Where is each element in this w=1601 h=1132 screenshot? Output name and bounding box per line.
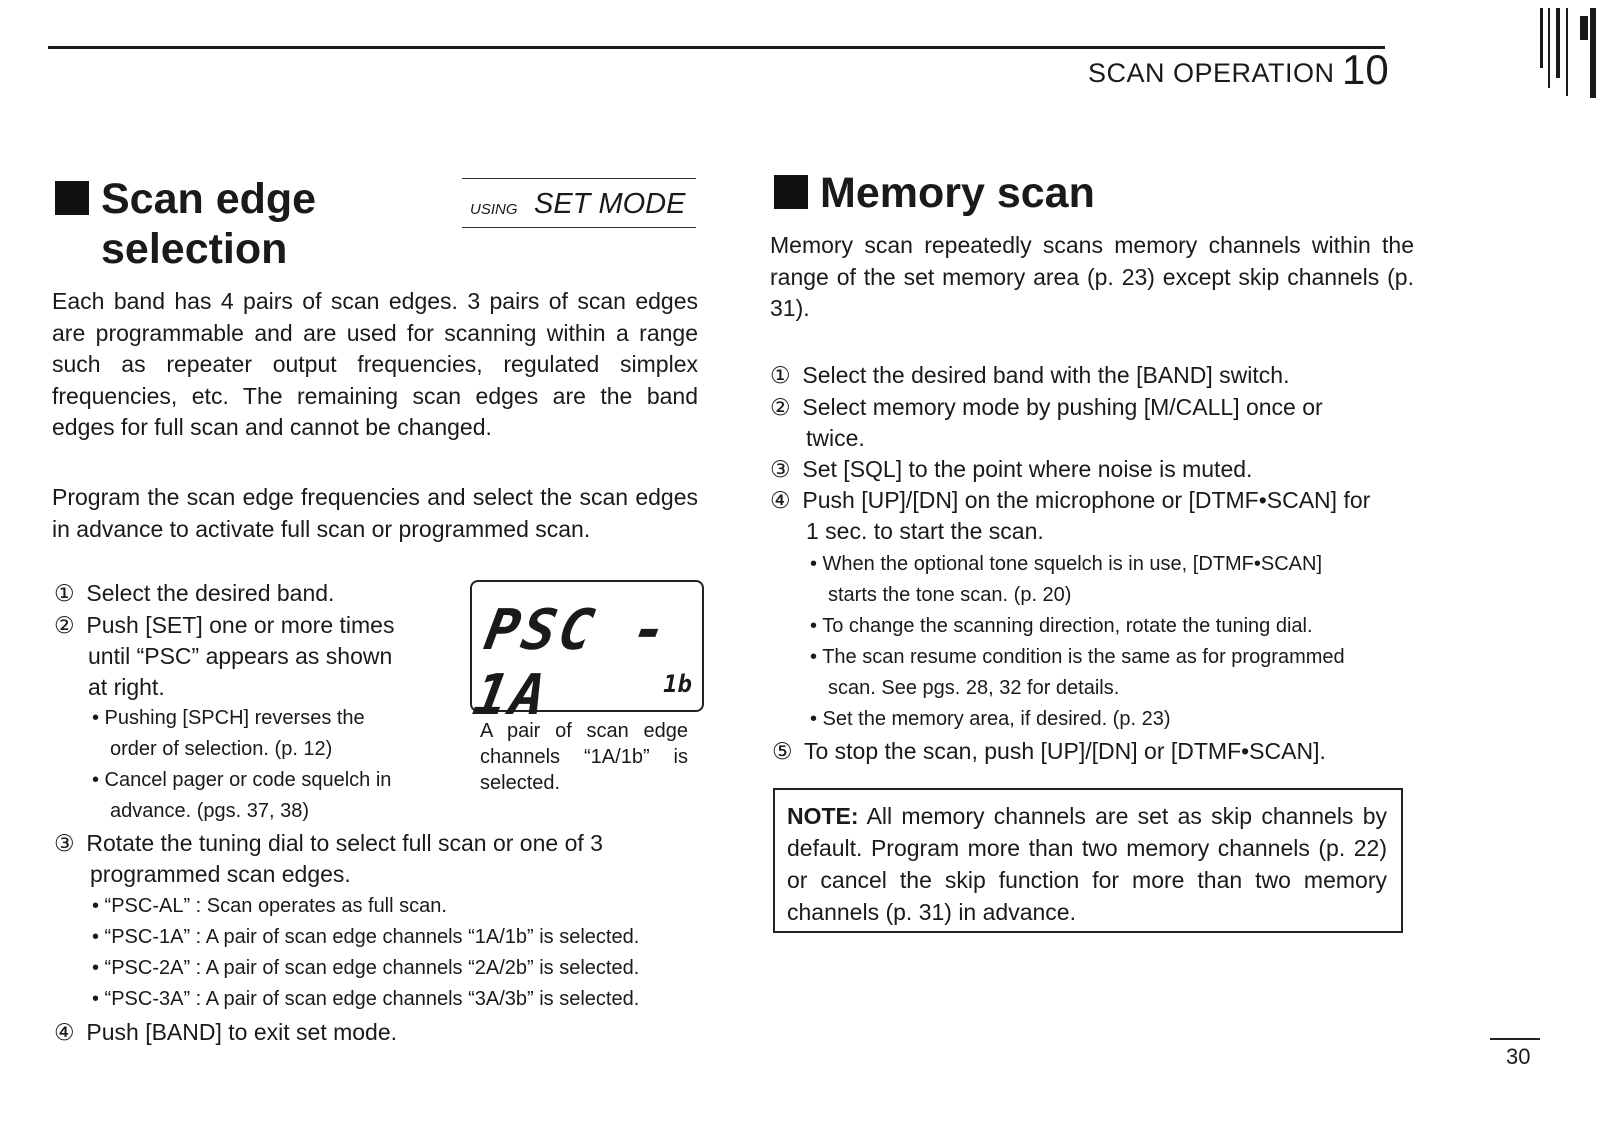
note-box bbox=[773, 788, 1403, 933]
left-bullet-spch-line2: order of selection. (p. 12) bbox=[110, 738, 333, 760]
section-title-line2: selection bbox=[101, 225, 288, 273]
left-step-3-line2: programmed scan edges. bbox=[90, 861, 351, 887]
lcd-display bbox=[468, 580, 704, 728]
right-bullet-tone: • When the optional tone squelch is in use, [DTMF•SCAN] bbox=[810, 553, 1323, 575]
section-title-memory-scan: Memory scan bbox=[774, 168, 1095, 218]
left-step-2: ② Push [SET] one or more times bbox=[54, 612, 395, 638]
left-bullet-pager-line2: advance. (pgs. 37, 38) bbox=[110, 800, 310, 822]
right-step-1: ① Select the desired band with the [BAND] switch. bbox=[770, 362, 1290, 388]
left-step-2-line2: until “PSC” appears as shown bbox=[88, 643, 393, 669]
psc-bullet-3a: • “PSC-3A” : A pair of scan edge channels “3A/3b” is selected. bbox=[92, 988, 640, 1010]
right-bullet-memory-area: • Set the memory area, if desired. (p. 23) bbox=[810, 708, 1171, 730]
left-bullet-pager: • Cancel pager or code squelch in bbox=[92, 769, 392, 791]
using-set-mode-badge: USING SET MODE bbox=[462, 178, 696, 228]
right-step-2: ② Select memory mode by pushing [M/CALL] once or bbox=[770, 394, 1323, 420]
right-step-4-line2: 1 sec. to start the scan. bbox=[806, 518, 1044, 544]
right-step-2-line2: twice. bbox=[806, 425, 865, 451]
right-step-5: ⑤ To stop the scan, push [UP]/[DN] or [DTMF•SCAN]. bbox=[772, 738, 1326, 764]
left-step-1: ① Select the desired band. bbox=[54, 580, 335, 606]
psc-bullet-2a: • “PSC-2A” : A pair of scan edge channels “2A/2b” is selected. bbox=[92, 957, 640, 979]
right-bullet-resume: • The scan resume condition is the same as for programmed bbox=[810, 646, 1345, 668]
memory-scan-intro: Memory scan repeatedly scans memory channels within the range of the set memory area (p. 23) except skip channels (p. 31). bbox=[770, 232, 1414, 321]
scan-edge-paragraph-2: Program the scan edge frequencies and select the scan edges in advance to activate full scan or programmed scan. bbox=[52, 484, 698, 542]
section-square-icon bbox=[774, 175, 808, 209]
right-bullet-tone-line2: starts the tone scan. (p. 20) bbox=[828, 584, 1072, 606]
section-title-scan-edge: Scan edge bbox=[55, 174, 316, 224]
chapter-number: 10 bbox=[1342, 46, 1389, 93]
lcd-caption: A pair of scan edge channels “1A/1b” is selected. bbox=[480, 720, 688, 794]
right-bullet-direction: • To change the scanning direction, rotate the tuning dial. bbox=[810, 615, 1313, 637]
chapter-title: SCAN OPERATION bbox=[1088, 58, 1335, 88]
scan-edge-paragraph-1: Each band has 4 pairs of scan edges. 3 pairs of scan edges are programmable and are used for scanning within a range such as repeater output frequencies, regulated simplex frequencies, etc. The remaining scan edges are the band edges for full scan and cannot be changed. bbox=[52, 288, 698, 440]
note-label: NOTE: bbox=[787, 803, 859, 829]
right-bullet-resume-line2: scan. See pgs. 28, 32 for details. bbox=[828, 677, 1120, 699]
section-square-icon bbox=[55, 181, 89, 215]
left-step-4: ④ Push [BAND] to exit set mode. bbox=[54, 1019, 398, 1045]
lcd-sub-readout: 1b bbox=[663, 670, 692, 698]
note-text: NOTE: All memory channels are set as skip channels by default. Program more than two memory channels (p. 22) or cancel the skip function for more than two memory channels (p. 31) in advance. bbox=[787, 803, 1387, 925]
page-number: 30 bbox=[1506, 1044, 1531, 1069]
psc-bullet-1a: • “PSC-1A” : A pair of scan edge channels “1A/1b” is selected. bbox=[92, 926, 640, 948]
left-step-2-line3: at right. bbox=[88, 674, 165, 700]
left-step-3: ③ Rotate the tuning dial to select full scan or one of 3 bbox=[54, 830, 603, 856]
left-bullet-spch: • Pushing [SPCH] reverses the bbox=[92, 707, 365, 729]
top-rule bbox=[48, 46, 1385, 49]
psc-bullet-al: • “PSC-AL” : Scan operates as full scan. bbox=[92, 895, 447, 917]
edge-tab-marks bbox=[1540, 8, 1598, 98]
right-step-4: ④ Push [UP]/[DN] on the microphone or [DTMF•SCAN] for bbox=[770, 487, 1371, 513]
lcd-main-readout: PSC - 1A bbox=[468, 598, 676, 728]
right-step-3: ③ Set [SQL] to the point where noise is muted. bbox=[770, 456, 1253, 482]
page-number-rule bbox=[1490, 1038, 1540, 1040]
